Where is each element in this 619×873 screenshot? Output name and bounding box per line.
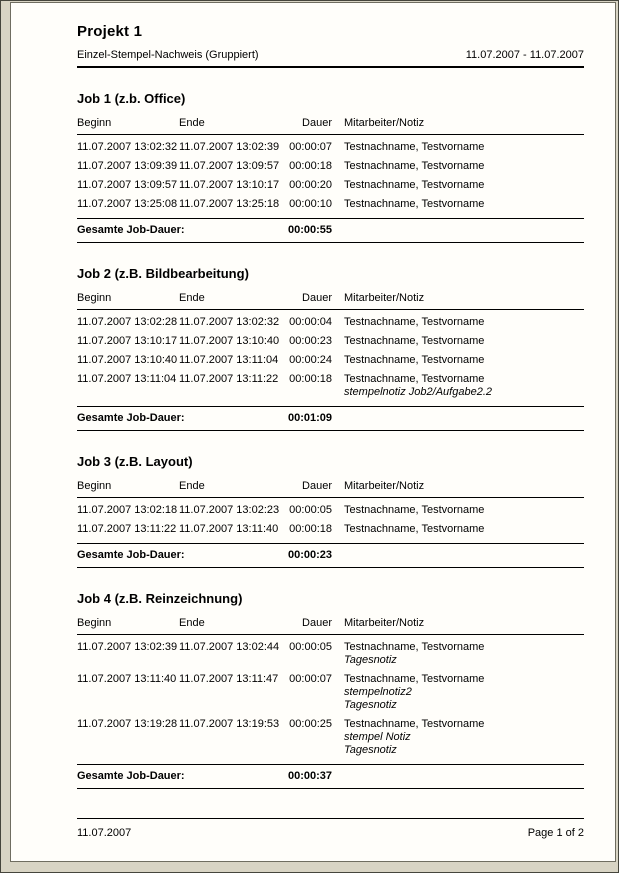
table-row: [77, 520, 584, 539]
table-rows: [77, 498, 584, 543]
col-header-dauer: Dauer: [302, 480, 332, 492]
stamp-note: stempel Notiz: [344, 731, 411, 743]
col-header-dauer: Dauer: [302, 117, 332, 129]
table-row: [77, 313, 584, 332]
page-title: Projekt 1: [77, 23, 143, 40]
cell-beginn: 11.07.2007 13:11:40: [77, 673, 177, 685]
job-total-value: 00:00:23: [287, 549, 332, 561]
table-row: [77, 670, 584, 715]
table-row: [77, 501, 584, 520]
table-header-row: [77, 292, 584, 310]
mitarbeiter-name: Testnachname, Testvorname: [344, 354, 485, 366]
table-header-row: [77, 117, 584, 135]
table-row: [77, 715, 584, 760]
cell-mitarbeiter: [332, 641, 584, 667]
cell-mitarbeiter: [332, 523, 584, 536]
job-total-row: [77, 406, 584, 431]
cell-dauer: 00:00:05: [289, 641, 332, 653]
job-sections: [77, 91, 584, 789]
cell-beginn: 11.07.2007 13:09:39: [77, 160, 178, 172]
table-row: [77, 332, 584, 351]
table-row: [77, 176, 584, 195]
table-header-row: [77, 480, 584, 498]
cell-beginn: 11.07.2007 13:02:39: [77, 641, 178, 653]
cell-ende: 11.07.2007 13:02:23: [179, 504, 280, 516]
cell-beginn: 11.07.2007 13:11:22: [77, 523, 177, 535]
mitarbeiter-name: Testnachname, Testvorname: [344, 179, 485, 191]
mitarbeiter-name: Testnachname, Testvorname: [344, 673, 485, 685]
cell-dauer: 00:00:18: [289, 373, 332, 385]
job-total-row: [77, 543, 584, 568]
report-header: [77, 3, 584, 68]
stamp-note: Tagesnotiz: [344, 699, 397, 711]
col-header-beginn: Beginn: [77, 480, 112, 492]
table-row: [77, 351, 584, 370]
mitarbeiter-name: Testnachname, Testvorname: [344, 316, 485, 328]
stamp-note: stempelnotiz2: [344, 686, 412, 698]
table-row: [77, 195, 584, 214]
cell-dauer: 00:00:24: [289, 354, 332, 366]
mitarbeiter-name: Testnachname, Testvorname: [344, 523, 485, 535]
cell-ende: 11.07.2007 13:11:47: [179, 673, 279, 685]
col-header-mitarbeiter: Mitarbeiter/Notiz: [344, 117, 425, 129]
footer-date: 11.07.2007: [77, 827, 132, 839]
cell-ende: 11.07.2007 13:02:39: [179, 141, 280, 153]
table-rows: [77, 135, 584, 218]
cell-ende: 11.07.2007 13:11:40: [179, 523, 279, 535]
table-header-row: [77, 617, 584, 635]
cell-beginn: 11.07.2007 13:19:28: [77, 718, 178, 730]
cell-ende: 11.07.2007 13:10:17: [179, 179, 280, 191]
page-footer: [77, 818, 584, 839]
cell-beginn: 11.07.2007 13:02:28: [77, 316, 178, 328]
col-header-mitarbeiter: Mitarbeiter/Notiz: [344, 292, 425, 304]
job-section: [77, 266, 584, 431]
cell-dauer: 00:00:23: [289, 335, 332, 347]
report-subheader: [77, 49, 584, 68]
col-header-ende: Ende: [179, 292, 205, 304]
cell-beginn: 11.07.2007 13:11:04: [77, 373, 177, 385]
mitarbeiter-name: Testnachname, Testvorname: [344, 373, 485, 385]
col-header-mitarbeiter: Mitarbeiter/Notiz: [344, 480, 425, 492]
col-header-beginn: Beginn: [77, 292, 112, 304]
table-rows: [77, 310, 584, 406]
job-total-row: [77, 764, 584, 789]
cell-mitarbeiter: [332, 198, 584, 211]
mitarbeiter-name: Testnachname, Testvorname: [344, 160, 485, 172]
job-title: Job 2 (z.B. Bildbearbeitung): [77, 266, 249, 281]
job-total-value: 00:00:37: [287, 770, 332, 782]
table-row: [77, 157, 584, 176]
cell-mitarbeiter: [332, 673, 584, 712]
col-header-ende: Ende: [179, 480, 205, 492]
table-row: [77, 370, 584, 402]
cell-beginn: 11.07.2007 13:10:17: [77, 335, 178, 347]
cell-dauer: 00:00:18: [289, 523, 332, 535]
cell-mitarbeiter: [332, 179, 584, 192]
cell-dauer: 00:00:18: [289, 160, 332, 172]
stamp-note: Tagesnotiz: [344, 744, 397, 756]
cell-mitarbeiter: [332, 718, 584, 757]
cell-ende: 11.07.2007 13:02:32: [179, 316, 280, 328]
cell-ende: 11.07.2007 13:11:04: [179, 354, 279, 366]
col-header-mitarbeiter: Mitarbeiter/Notiz: [344, 617, 425, 629]
mitarbeiter-name: Testnachname, Testvorname: [344, 198, 485, 210]
table-row: [77, 138, 584, 157]
cell-dauer: 00:00:05: [289, 504, 332, 516]
table-row: [77, 638, 584, 670]
cell-ende: 11.07.2007 13:11:22: [179, 373, 279, 385]
cell-mitarbeiter: [332, 160, 584, 173]
table-rows: [77, 635, 584, 764]
stamp-note: Tagesnotiz: [344, 654, 397, 666]
report-date-range: 11.07.2007 - 11.07.2007: [465, 49, 584, 61]
cell-mitarbeiter: [332, 504, 584, 517]
job-total-value: 00:01:09: [287, 412, 332, 424]
cell-beginn: 11.07.2007 13:02:18: [77, 504, 178, 516]
cell-mitarbeiter: [332, 141, 584, 154]
cell-beginn: 11.07.2007 13:02:32: [77, 141, 178, 153]
cell-beginn: 11.07.2007 13:25:08: [77, 198, 178, 210]
report-subtitle: Einzel-Stempel-Nachweis (Gruppiert): [77, 49, 259, 61]
job-total-label: Gesamte Job-Dauer:: [77, 770, 185, 782]
col-header-beginn: Beginn: [77, 117, 112, 129]
job-total-label: Gesamte Job-Dauer:: [77, 412, 185, 424]
cell-dauer: 00:00:04: [289, 316, 332, 328]
cell-mitarbeiter: [332, 316, 584, 329]
col-header-dauer: Dauer: [302, 617, 332, 629]
job-total-value: 00:00:55: [287, 224, 332, 236]
cell-mitarbeiter: [332, 335, 584, 348]
job-title: Job 4 (z.B. Reinzeichnung): [77, 591, 243, 606]
job-section: [77, 91, 584, 243]
cell-dauer: 00:00:07: [289, 673, 332, 685]
cell-mitarbeiter: [332, 354, 584, 367]
job-title: Job 1 (z.b. Office): [77, 91, 186, 106]
cell-beginn: 11.07.2007 13:10:40: [77, 354, 178, 366]
cell-mitarbeiter: [332, 373, 584, 399]
mitarbeiter-name: Testnachname, Testvorname: [344, 641, 485, 653]
col-header-dauer: Dauer: [302, 292, 332, 304]
mitarbeiter-name: Testnachname, Testvorname: [344, 504, 485, 516]
cell-ende: 11.07.2007 13:09:57: [179, 160, 280, 172]
cell-dauer: 00:00:10: [289, 198, 332, 210]
cell-ende: 11.07.2007 13:19:53: [179, 718, 280, 730]
cell-dauer: 00:00:20: [289, 179, 332, 191]
col-header-ende: Ende: [179, 117, 205, 129]
report-page: [10, 2, 616, 862]
cell-ende: 11.07.2007 13:10:40: [179, 335, 280, 347]
col-header-ende: Ende: [179, 617, 205, 629]
stamp-note: stempelnotiz Job2/Aufgabe2.2: [344, 386, 492, 398]
cell-beginn: 11.07.2007 13:09:57: [77, 179, 178, 191]
mitarbeiter-name: Testnachname, Testvorname: [344, 335, 485, 347]
job-title: Job 3 (z.B. Layout): [77, 454, 193, 469]
mitarbeiter-name: Testnachname, Testvorname: [344, 718, 485, 730]
job-section: [77, 591, 584, 789]
col-header-beginn: Beginn: [77, 617, 112, 629]
job-section: [77, 454, 584, 568]
cell-dauer: 00:00:07: [289, 141, 332, 153]
job-total-label: Gesamte Job-Dauer:: [77, 549, 185, 561]
job-total-label: Gesamte Job-Dauer:: [77, 224, 185, 236]
mitarbeiter-name: Testnachname, Testvorname: [344, 141, 485, 153]
footer-page-number: Page 1 of 2: [527, 827, 584, 839]
cell-ende: 11.07.2007 13:02:44: [179, 641, 280, 653]
cell-ende: 11.07.2007 13:25:18: [179, 198, 280, 210]
job-total-row: [77, 218, 584, 243]
cell-dauer: 00:00:25: [289, 718, 332, 730]
